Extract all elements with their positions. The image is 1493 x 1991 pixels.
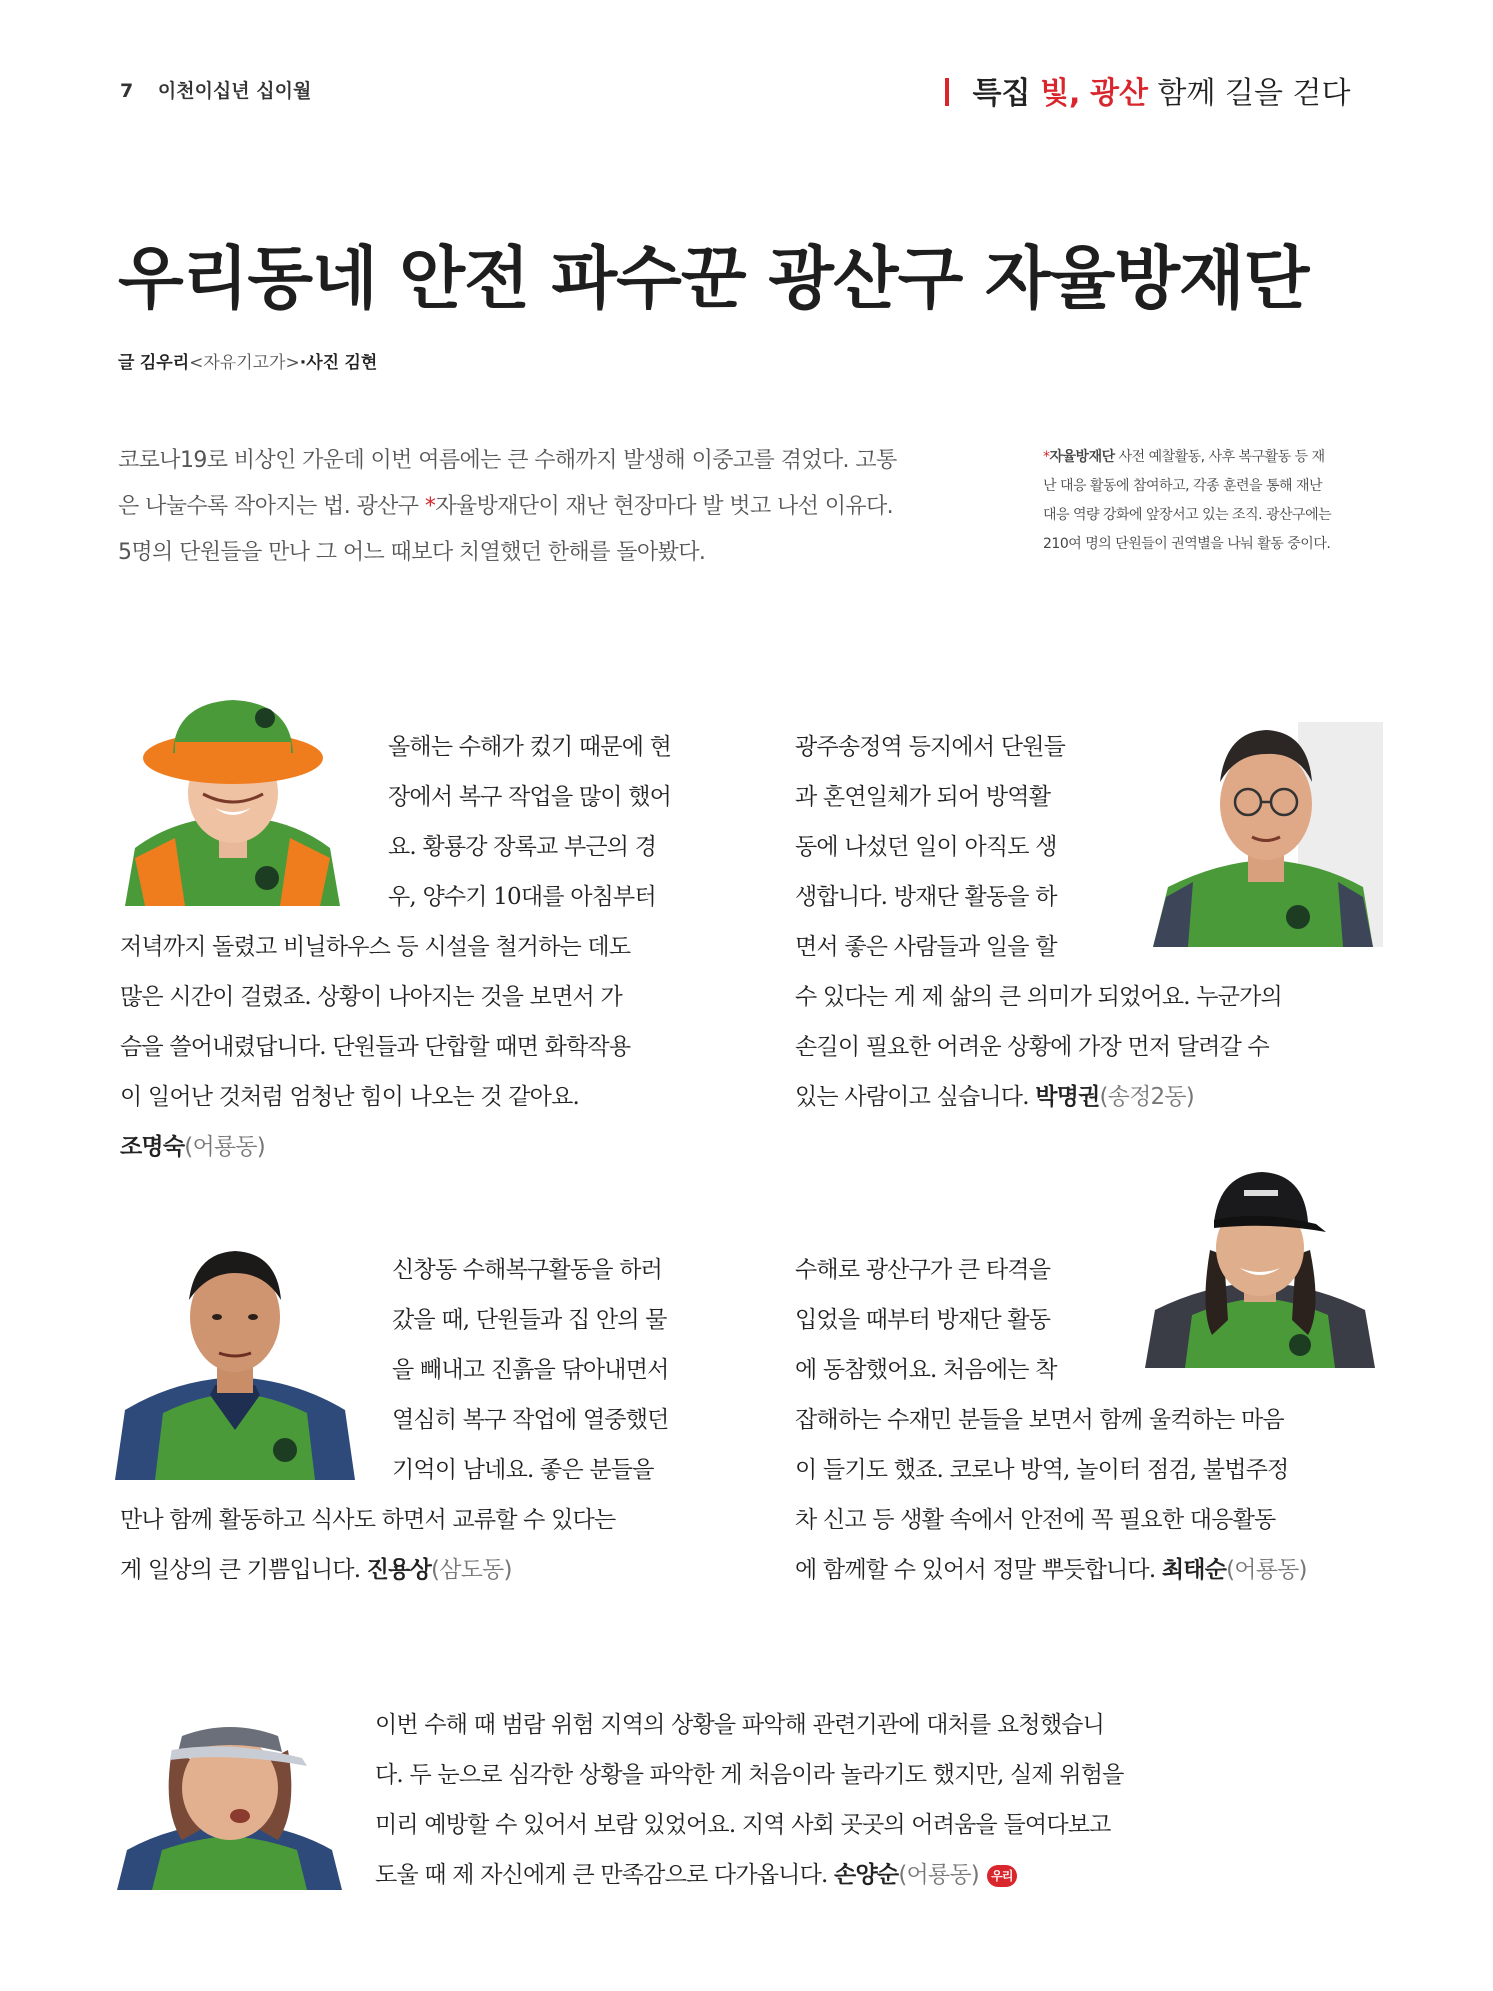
interview-2 <box>795 722 1282 1122</box>
interview-line: 열심히 복구 작업에 열중했던 <box>392 1407 669 1433</box>
issue-label: 이천이십년 십이월 <box>157 80 312 102</box>
section-header <box>945 68 1350 112</box>
intro-line <box>118 484 958 530</box>
interview-line: 차 신고 등 생활 속에서 안전에 꼭 필요한 대응활동 <box>795 1507 1276 1533</box>
interviewee-name: 손양순 <box>834 1862 899 1888</box>
interview-line: 이번 수해 때 범람 위험 지역의 상황을 파악해 관련기관에 대처를 요청했습니 <box>375 1712 1105 1738</box>
interview-line: 우, 양수기 10대를 아침부터 <box>388 884 656 910</box>
footnote-line: 210여 명의 단원들이 권역별을 나눠 활동 중이다. <box>1043 536 1331 552</box>
interview-line: 갔을 때, 단원들과 집 안의 물 <box>392 1307 667 1333</box>
photo-interviewee-5 <box>112 1700 347 1890</box>
interviewee-dong: (삼도동) <box>431 1557 512 1583</box>
article-title: 우리동네 안전 파수꾼 광산구 자율방재단 <box>118 240 1309 319</box>
interview-text: 도울 때 제 자신에게 큰 만족감으로 다가옵니다. <box>375 1862 828 1888</box>
interview-line: 만나 함께 활동하고 식사도 하면서 교류할 수 있다는 <box>120 1507 616 1533</box>
interviewee-dong: (어룡동) <box>898 1862 979 1888</box>
footnote <box>1043 443 1388 559</box>
interview-line: 동에 나섰던 일이 아직도 생 <box>795 834 1057 860</box>
interview-line: 수해로 광산구가 큰 타격을 <box>795 1257 1051 1283</box>
page-number: 7 <box>120 80 134 102</box>
interview-3 <box>120 1245 669 1595</box>
interview-line: 에 동참했어요. 처음에는 착 <box>795 1357 1057 1383</box>
footnote-text: 사전 예찰활동, 사후 복구활동 등 재 <box>1114 449 1325 465</box>
interview-line: 슴을 쓸어내렸답니다. 단원들과 단합할 때면 화학작용 <box>120 1034 631 1060</box>
intro-text: 은 나눌수록 작아지는 법. 광산구 <box>118 494 425 519</box>
interview-line: 을 빼내고 진흙을 닦아내면서 <box>392 1357 669 1383</box>
interview-line: 면서 좋은 사람들과 일을 할 <box>795 934 1057 960</box>
interview-text: 에 함께할 수 있어서 정말 뿌듯합니다. <box>795 1557 1156 1583</box>
byline-writer: 김우리 <box>139 353 190 373</box>
interview-line: 미리 예방할 수 있어서 보람 있었어요. 지역 사회 곳곳의 어려움을 들여다보고 <box>375 1812 1111 1838</box>
section-theme-rest: 함께 길을 걷다 <box>1157 76 1351 111</box>
footnote-star: * <box>1043 449 1050 465</box>
byline-magazine-tag: <자유기고가> <box>189 353 300 373</box>
interview-line: 손길이 필요한 어려운 상황에 가장 먼저 달려갈 수 <box>795 1034 1269 1060</box>
interview-line: 기억이 남네요. 좋은 분들을 <box>392 1457 654 1483</box>
interview-line: 이 들기도 했죠. 코로나 방역, 놀이터 점검, 불법주정 <box>795 1457 1289 1483</box>
byline <box>118 348 377 373</box>
end-mark-icon: 우리 <box>987 1865 1017 1887</box>
interview-line <box>120 1545 669 1595</box>
intro-line: 코로나19로 비상인 가운데 이번 여름에는 큰 수해까지 발생해 이중고를 겪었다. 고통 <box>118 448 897 473</box>
interview-line: 광주송정역 등지에서 단원들 <box>795 734 1066 760</box>
interview-line <box>375 1850 1124 1900</box>
footnote-line: 대응 역량 강화에 앞장서고 있는 조직. 광산구에는 <box>1043 507 1332 523</box>
intro-text: 자율방재단이 재난 현장마다 발 벗고 나선 이유다. <box>435 494 894 519</box>
intro-line: 5명의 단원들을 만나 그 어느 때보다 치열했던 한해를 돌아봤다. <box>118 540 706 565</box>
interview-text: 있는 사람이고 싶습니다. <box>795 1084 1029 1110</box>
footnote-line: 난 대응 활동에 참여하고, 각종 훈련을 통해 재난 <box>1043 478 1323 494</box>
interview-line: 올해는 수해가 컸기 때문에 현 <box>388 734 672 760</box>
interview-1 <box>120 722 671 1172</box>
interview-signature <box>120 1122 671 1172</box>
interview-line: 많은 시간이 걸렸죠. 상황이 나아지는 것을 보면서 가 <box>120 984 622 1010</box>
interviewee-dong: (송정2동) <box>1099 1084 1194 1110</box>
interview-line <box>795 1072 1282 1122</box>
interviewee-name: 최태순 <box>1161 1557 1227 1583</box>
interview-5 <box>375 1700 1124 1900</box>
interview-text: 게 일상의 큰 기쁨입니다. <box>120 1557 361 1583</box>
interviewee-name: 진용상 <box>366 1557 432 1583</box>
footnote-term: 자율방재단 <box>1049 449 1115 465</box>
section-theme-gwangsan: 광산 <box>1090 76 1148 111</box>
interview-line <box>795 1545 1307 1595</box>
interview-line: 요. 황룡강 장록교 부근의 경 <box>388 834 657 860</box>
interview-4 <box>795 1245 1307 1595</box>
byline-photographer: 김현 <box>344 353 378 373</box>
interview-line: 잡해하는 수재민 분들을 보면서 함께 울컥하는 마음 <box>795 1407 1284 1433</box>
interviewee-dong: (어룡동) <box>1226 1557 1307 1583</box>
interview-line: 생합니다. 방재단 활동을 하 <box>795 884 1057 910</box>
section-theme-light: 빛, <box>1040 76 1081 111</box>
interviewee-name: 조명숙 <box>120 1134 185 1160</box>
interview-line: 과 혼연일체가 되어 방역활 <box>795 784 1051 810</box>
article-intro <box>118 438 958 576</box>
footnote-line <box>1043 443 1388 472</box>
section-bar <box>945 78 949 106</box>
section-label: 특집 <box>972 76 1031 111</box>
interview-line: 장에서 복구 작업을 많이 했어 <box>388 784 672 810</box>
footnote-star: * <box>424 494 436 519</box>
interview-line: 신창동 수해복구활동을 하러 <box>392 1257 663 1283</box>
page-header-left <box>120 76 311 103</box>
interview-line: 이 일어난 것처럼 엄청난 힘이 나오는 것 같아요. <box>120 1084 580 1110</box>
byline-writer-prefix: 글 <box>118 353 135 373</box>
interview-line: 다. 두 눈으로 심각한 상황을 파악한 게 처음이라 놀라기도 했지만, 실제 위험을 <box>375 1762 1124 1788</box>
interview-line: 입었을 때부터 방재단 활동 <box>795 1307 1051 1333</box>
byline-photo-prefix: ·사진 <box>299 353 340 373</box>
interviewee-name: 박명권 <box>1035 1084 1100 1110</box>
interview-line: 저녁까지 돌렸고 비닐하우스 등 시설을 철거하는 데도 <box>120 934 631 960</box>
interview-line: 수 있다는 게 제 삶의 큰 의미가 되었어요. 누군가의 <box>795 984 1282 1010</box>
interviewee-dong: (어룡동) <box>184 1134 265 1160</box>
